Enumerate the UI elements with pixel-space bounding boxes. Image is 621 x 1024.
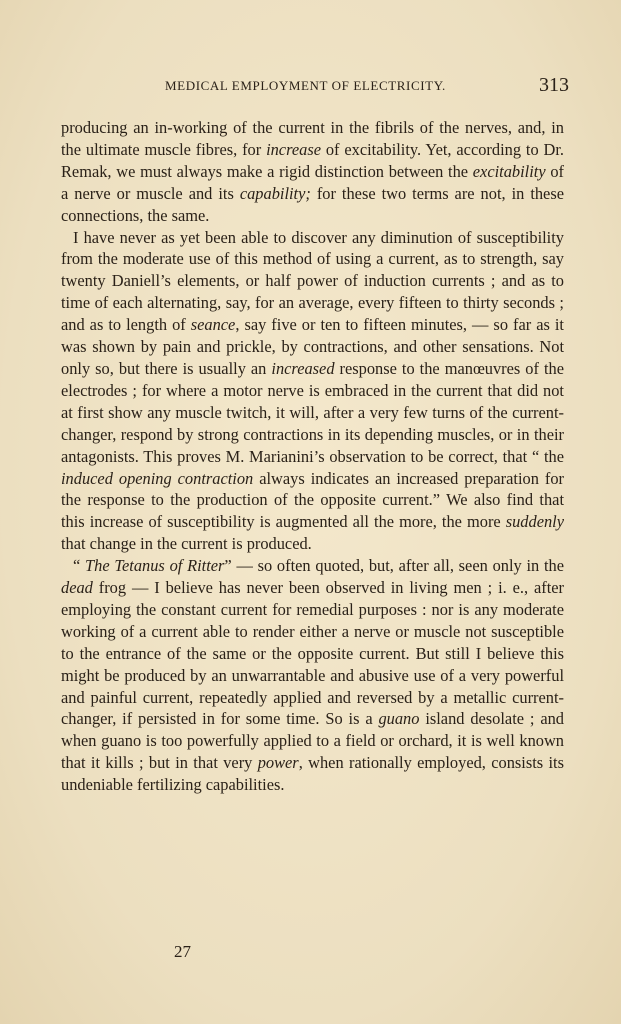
italic-run: seance xyxy=(190,315,236,335)
italic-run: dead xyxy=(61,578,93,598)
italic-run: increase xyxy=(266,139,321,159)
italic-run: The Tetanus of Ritter xyxy=(85,556,225,576)
italic-run: induced opening contraction xyxy=(61,468,254,488)
text-run: that change in the current is produced. xyxy=(61,534,312,554)
paragraph xyxy=(61,555,564,796)
text-run: producing an in-working of the current in the fibrils of the nerves, and, in the ultimate muscle fibres, for xyxy=(61,118,564,159)
italic-run: increased xyxy=(271,358,335,378)
text-run: island desolate ; and when guano is too powerfully applied to a field or orchard, it is well known that it kills ; but in that very xyxy=(61,709,564,773)
italic-run: capability; xyxy=(239,183,311,203)
page-number: 313 xyxy=(539,74,569,96)
text-run: of a nerve or muscle and its xyxy=(61,161,564,203)
paragraph xyxy=(61,227,564,556)
italic-run: power xyxy=(257,753,299,773)
italic-run: excitability xyxy=(472,161,546,181)
body-text xyxy=(61,117,564,796)
italic-run: guano xyxy=(378,709,420,729)
text-run: response to the manœuvres of the electrodes ; for where a motor nerve is embraced in the current that did not at first show any muscle twitch, it will, after a very few turns of the current-changer, respond by strong contractions in its depending muscles, or in their antagonists. This proves M. Marianini’s observation to be correct, that “ the xyxy=(61,358,565,466)
text-run: , when rationally employed, consists its undeniable fertilizing capabilities. xyxy=(61,753,564,795)
text-run: frog — I believe has never been observed in living men ; i. e., after employing the constant current for remedial purposes : nor is any moderate working of a current able to render either a nerve or muscle not susceptible to the entrance of the same or the opposite current. But still I believe this might be produced by an unwarrantable and abusive use of a very powerful and painful current, repeatedly applied and reversed by a metallic current-changer, if persisted in for some time. So is a xyxy=(61,578,564,729)
text-run: , say five or ten to fifteen minutes, — so far as it was shown by pain and prickle, by contractions, and other sensations. Not only so, but there is usually an xyxy=(61,315,564,378)
text-run: always indicates an increased preparation for the response to the production of the opposite current.” We also find that this increase of susceptibility is augmented all the more, the more xyxy=(61,468,565,532)
signature-mark: 27 xyxy=(174,942,191,961)
running-title: MEDICAL EMPLOYMENT OF ELECTRICITY. xyxy=(165,78,446,93)
text-run: for these two terms are not, in these connections, the same. xyxy=(61,183,564,225)
text-run: “ xyxy=(73,556,86,576)
page-header xyxy=(60,76,569,98)
italic-run: suddenly xyxy=(505,512,564,532)
paragraph xyxy=(61,117,564,227)
text-run: I have never as yet been able to discover any diminution of susceptibility from the moderate use of this method of using a current, as to strength, say twenty Daniell’s elements, or half power of induction currents ; and as to time of each alternating, say, for an average, every fifteen to thirty seconds ; and as to length of xyxy=(61,227,564,335)
text-run: of excitability. Yet, according to Dr. Remak, we must always make a rigid distinction between the xyxy=(61,139,565,181)
text-run: ” — so often quoted, but, after all, seen only in the xyxy=(224,556,565,576)
